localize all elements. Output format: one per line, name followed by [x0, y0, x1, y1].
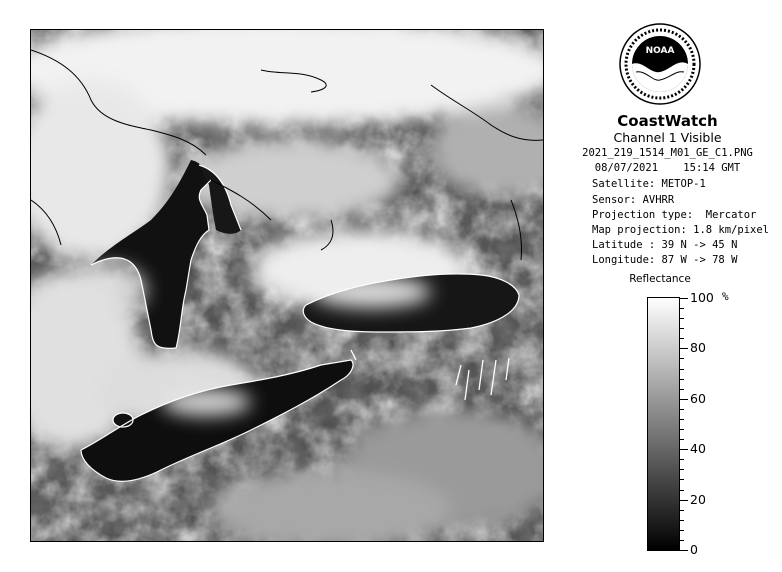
brand-title: CoastWatch: [617, 112, 718, 130]
colorbar-minor-tick: [680, 429, 684, 430]
colorbar-minor-tick: [680, 308, 684, 309]
colorbar-minor-tick: [680, 379, 684, 380]
colorbar-title: Reflectance: [629, 273, 691, 285]
colorbar-minor-tick: [680, 389, 684, 390]
colorbar-major-tick: [680, 550, 688, 551]
colorbar: [647, 297, 680, 551]
colorbar-minor-tick: [680, 318, 684, 319]
channel-name: Channel 1 Visible: [613, 130, 722, 145]
colorbar-major-tick: [680, 348, 688, 349]
meta-satellite: Satellite: METOP-1: [592, 178, 706, 190]
colorbar-tick-label: 60: [690, 390, 706, 406]
colorbar-tick-label: 0: [690, 542, 698, 557]
meta-map-projection: Map projection: 1.8 km/pixel: [592, 224, 770, 236]
colorbar-minor-tick: [680, 469, 684, 470]
colorbar-ticks: [680, 290, 740, 557]
colorbar-minor-tick: [680, 479, 684, 480]
colorbar-minor-tick: [680, 530, 684, 531]
file-name: 2021_219_1514_M01_GE_C1.PNG: [582, 147, 753, 159]
colorbar-minor-tick: [680, 510, 684, 511]
colorbar-unit: %: [722, 290, 729, 303]
meta-projection-type: Projection type: Mercator: [592, 209, 757, 221]
meta-sensor: Sensor: AVHRR: [592, 194, 675, 206]
map-image: [31, 30, 543, 541]
noaa-logo-icon: [618, 22, 702, 106]
colorbar-minor-tick: [680, 459, 684, 460]
satellite-map: [30, 29, 544, 542]
colorbar-minor-tick: [680, 338, 684, 339]
meta-longitude: Longitude: 87 W -> 78 W: [592, 254, 738, 266]
colorbar-tick-label: 100: [690, 290, 714, 305]
colorbar-tick-label: 80: [690, 340, 706, 356]
colorbar-major-tick: [680, 449, 688, 450]
colorbar-minor-tick: [680, 409, 684, 410]
noaa-logo-text: NOAA: [645, 46, 675, 56]
colorbar-tick-label: 40: [690, 441, 706, 457]
colorbar-major-tick: [680, 298, 688, 299]
colorbar-minor-tick: [680, 540, 684, 541]
acquisition-datetime: 08/07/2021 15:14 GMT: [594, 162, 741, 174]
colorbar-minor-tick: [680, 358, 684, 359]
colorbar-minor-tick: [680, 490, 684, 491]
colorbar-minor-tick: [680, 328, 684, 329]
meta-latitude: Latitude : 39 N -> 45 N: [592, 239, 738, 251]
colorbar-major-tick: [680, 500, 688, 501]
colorbar-tick-label: 20: [690, 491, 706, 507]
colorbar-minor-tick: [680, 520, 684, 521]
colorbar-minor-tick: [680, 419, 684, 420]
colorbar-minor-tick: [680, 369, 684, 370]
colorbar-minor-tick: [680, 439, 684, 440]
colorbar-major-tick: [680, 399, 688, 400]
